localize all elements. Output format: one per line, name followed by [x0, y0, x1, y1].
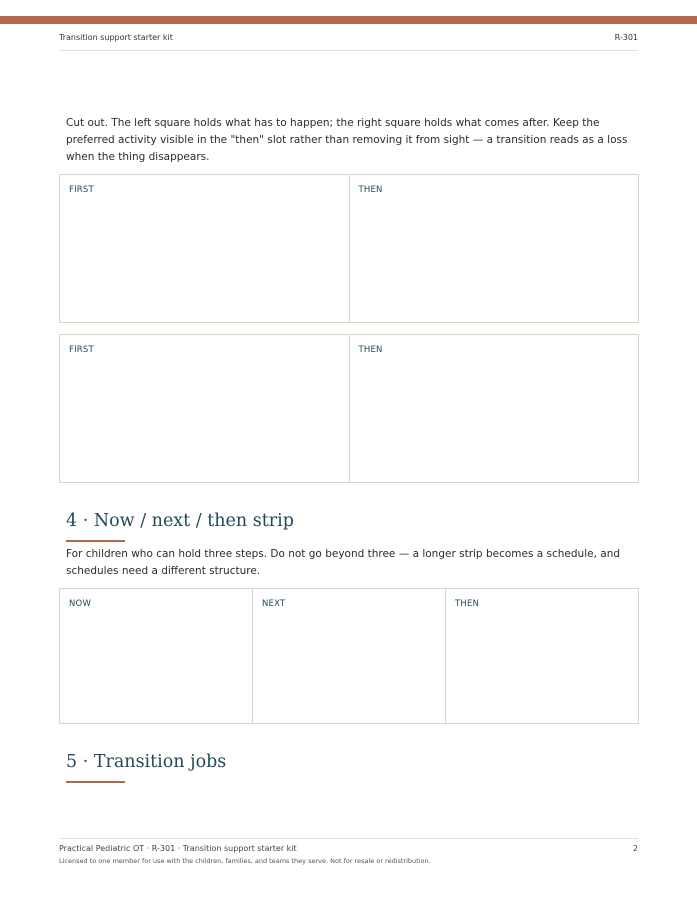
- section-5-title: 5 · Transition jobs: [66, 752, 227, 772]
- then-label: THEN: [358, 185, 383, 195]
- header-kit-title: Transition support starter kit: [59, 33, 173, 42]
- footer-text: Practical Pediatric OT · R-301 · Transition support starter kit: [59, 844, 297, 853]
- top-accent-bar: [0, 16, 697, 24]
- section-5-underline: [66, 781, 125, 783]
- first-cell: [60, 335, 350, 482]
- next-label: NEXT: [262, 599, 286, 609]
- page-header: [59, 33, 638, 51]
- then-label: THEN: [358, 345, 383, 355]
- section-4-title: 4 · Now / next / then strip: [66, 511, 294, 531]
- first-then-card: [59, 334, 639, 483]
- header-code: R-301: [614, 33, 638, 42]
- then-cell: [350, 175, 639, 322]
- page-number: 2: [632, 844, 638, 853]
- license-notice: Licensed to one member for use with the children, families, and teams they serve. Not for resale or redistribution.: [59, 857, 431, 865]
- intro-paragraph: Cut out. The left square holds what has to happen; the right square holds what comes after. Keep the preferred activity visible in the "then" slot rather than removing it from sight — a transition reads as a loss when the thing disappears.: [66, 117, 628, 163]
- now-label: NOW: [69, 599, 92, 609]
- first-label: FIRST: [69, 185, 94, 195]
- section-4-underline: [66, 540, 125, 542]
- page-footer: [59, 838, 638, 865]
- now-next-then-strip: [59, 588, 639, 724]
- then-label: THEN: [455, 599, 480, 609]
- first-label: FIRST: [69, 345, 94, 355]
- then-cell: [350, 335, 639, 482]
- next-cell: [253, 589, 446, 723]
- section-4-description: For children who can hold three steps. Do not go beyond three — a longer strip becomes a schedule, and schedules need a different structure.: [66, 548, 621, 577]
- first-cell: [60, 175, 350, 322]
- now-cell: [60, 589, 253, 723]
- first-then-card: [59, 174, 639, 323]
- then-cell: [446, 589, 638, 723]
